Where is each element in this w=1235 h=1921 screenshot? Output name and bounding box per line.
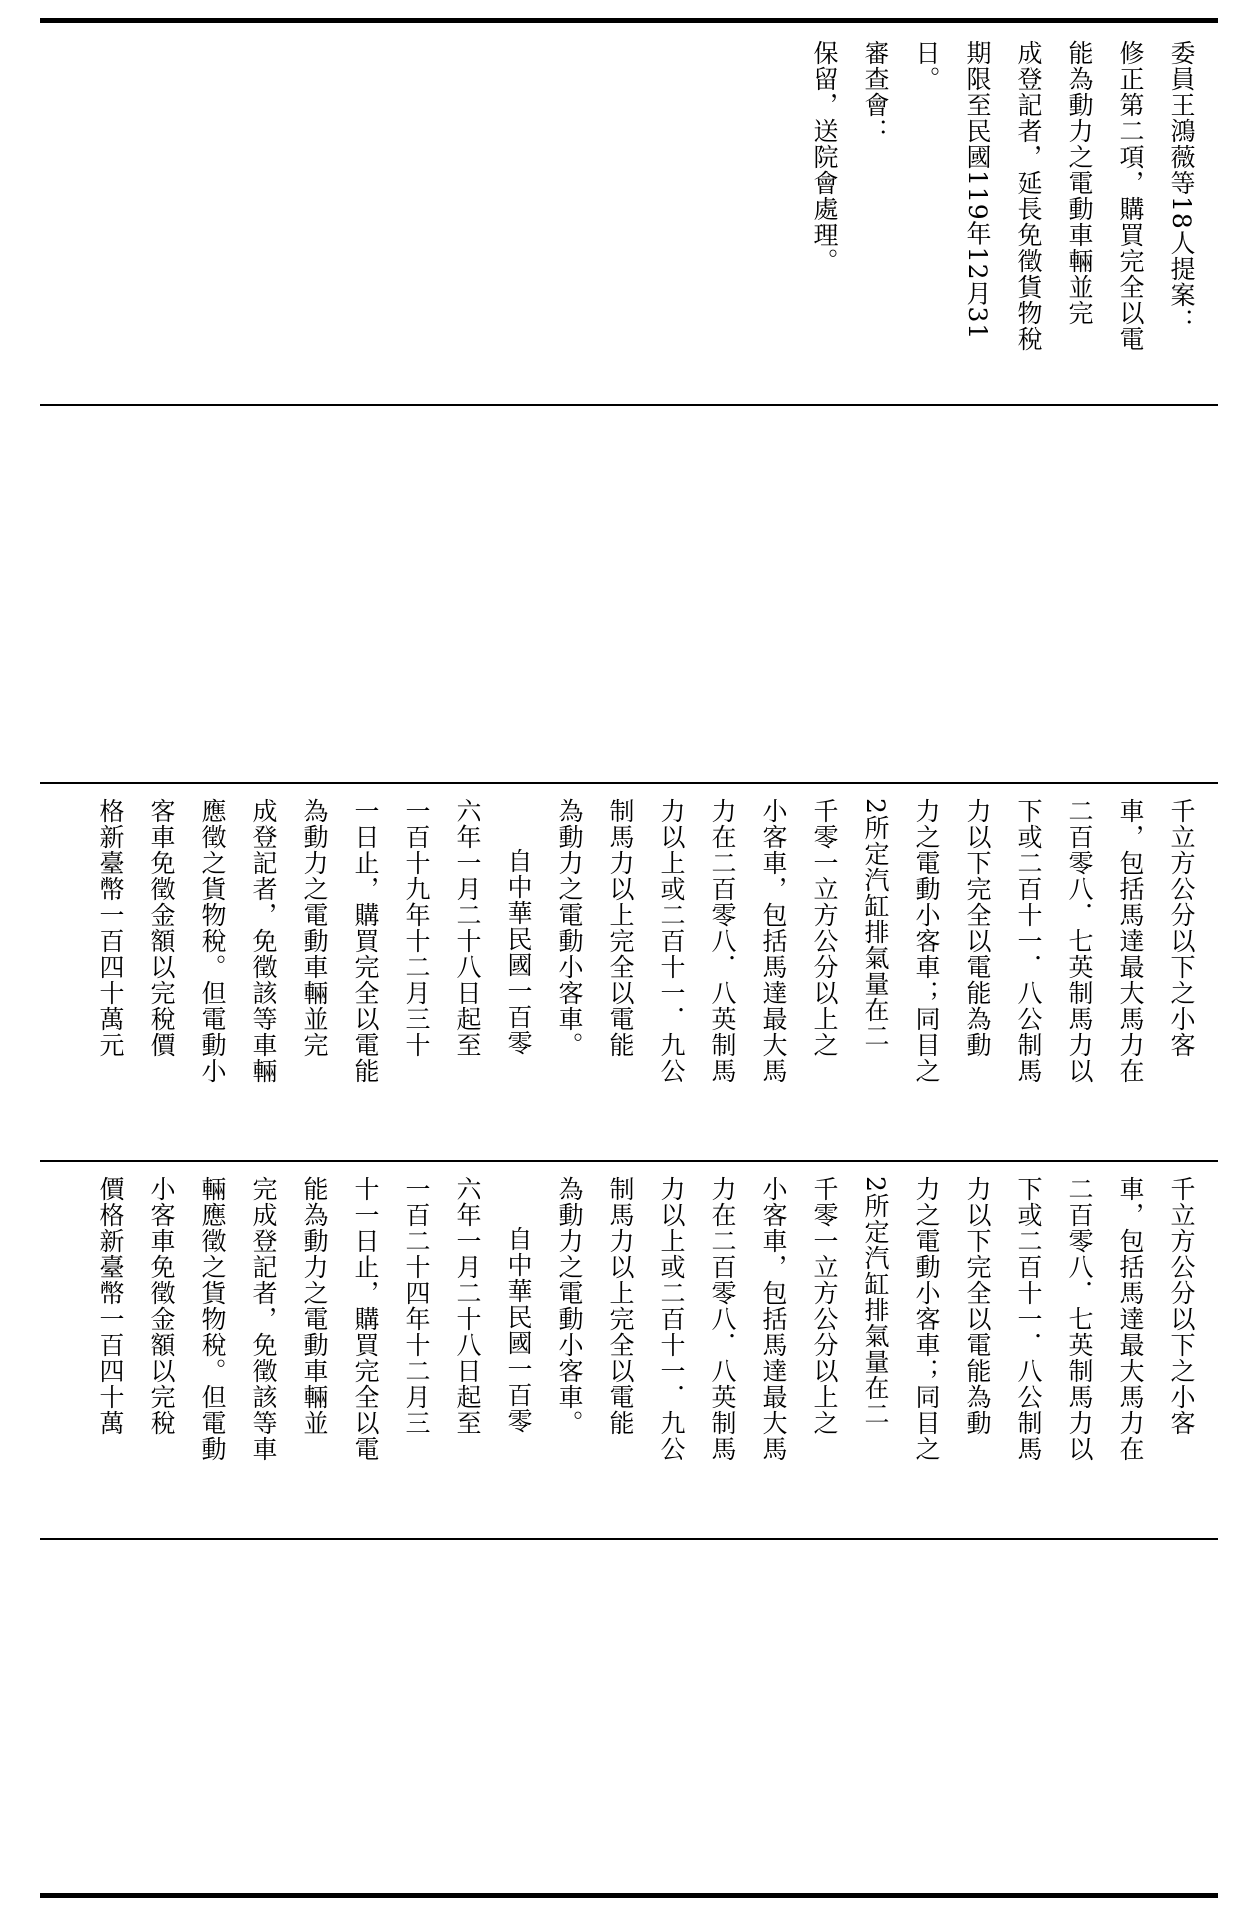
original-line: 十一日止，購買完全以電 [351,1176,380,1462]
current-line: 成登記者，免徵該等車輛 [249,798,278,1084]
original-line: 千立方公分以下之小客 [1167,1176,1196,1436]
current-line: 為動力之電動小客車。 [555,798,584,1058]
current-line: 力在二百零八．八英制馬 [708,798,737,1084]
current-line: 六年一月二十八日起至 [453,798,482,1058]
current-line: 下或二百十一．八公制馬 [1014,798,1043,1084]
original-line: 2所定汽缸排氣量在二 [861,1176,890,1427]
section-divider [40,1160,1218,1162]
original-line: 輛應徵之貨物稅。但電動 [198,1176,227,1462]
current-line: 力以下完全以電能為動 [963,798,992,1058]
review-text: 保留，送院會處理。 [810,40,839,274]
current-line: 為動力之電動車輛並完 [300,798,329,1058]
current-line: 千零一立方公分以上之 [810,798,839,1058]
original-line: 六年一月二十八日起至 [453,1176,482,1436]
current-line: 2所定汽缸排氣量在二 [861,798,890,1049]
current-line: 應徵之貨物稅。但電動小 [198,798,227,1084]
review-label: 審查會： [861,40,890,144]
top-rule [40,18,1218,23]
original-line: 力以上或二百十一．九公 [657,1176,686,1462]
original-line: 小客車免徵金額以完稅 [147,1176,176,1436]
original-line: 力在二百零八．八英制馬 [708,1176,737,1462]
current-line: 二百零八．七英制馬力以 [1065,798,1094,1084]
proposal-heading: 委員王鴻薇等18人提案： [1167,40,1196,334]
proposal-line: 能為動力之電動車輛並完 [1065,40,1094,326]
current-line: 客車免徵金額以完稅價 [147,798,176,1058]
current-line: 力之電動小客車；同目之 [912,798,941,1084]
original-line: 小客車，包括馬達最大馬 [759,1176,788,1462]
section-divider [40,782,1218,784]
original-line: 為動力之電動小客車。 [555,1176,584,1436]
section-divider [40,1538,1218,1540]
current-line: 制馬力以上完全以電能 [606,798,635,1058]
current-line: 格新臺幣一百四十萬元 [96,798,125,1058]
original-line: 二百零八．七英制馬力以 [1065,1176,1094,1462]
original-line: 自中華民國一百零 [504,1226,533,1434]
original-line: 能為動力之電動車輛並 [300,1176,329,1436]
original-line: 制馬力以上完全以電能 [606,1176,635,1436]
section-divider [40,404,1218,406]
original-line: 下或二百十一．八公制馬 [1014,1176,1043,1462]
current-line: 自中華民國一百零 [504,848,533,1056]
proposal-line: 日。 [912,40,941,92]
original-line: 力以下完全以電能為動 [963,1176,992,1436]
original-line: 車，包括馬達最大馬力在 [1116,1176,1145,1462]
bottom-rule [40,1893,1218,1898]
proposal-line: 成登記者，延長免徵貨物稅 [1014,40,1043,352]
current-line: 一百十九年十二月三十 [402,798,431,1058]
current-text-block [96,798,1207,1158]
original-text-block [96,1176,1207,1536]
proposal-line: 修正第二項，購買完全以電 [1116,40,1145,352]
original-line: 一百二十四年十二月三 [402,1176,431,1436]
proposal-block [747,40,1207,400]
original-line: 完成登記者，免徵該等車 [249,1176,278,1462]
proposal-line: 期限至民國119年12月31 [963,40,992,341]
original-line: 價格新臺幣一百四十萬 [96,1176,125,1436]
original-line: 力之電動小客車；同目之 [912,1176,941,1462]
current-line: 一日止，購買完全以電能 [351,798,380,1084]
current-line: 千立方公分以下之小客 [1167,798,1196,1058]
original-line: 千零一立方公分以上之 [810,1176,839,1436]
current-line: 力以上或二百十一．九公 [657,798,686,1084]
current-line: 車，包括馬達最大馬力在 [1116,798,1145,1084]
current-line: 小客車，包括馬達最大馬 [759,798,788,1084]
